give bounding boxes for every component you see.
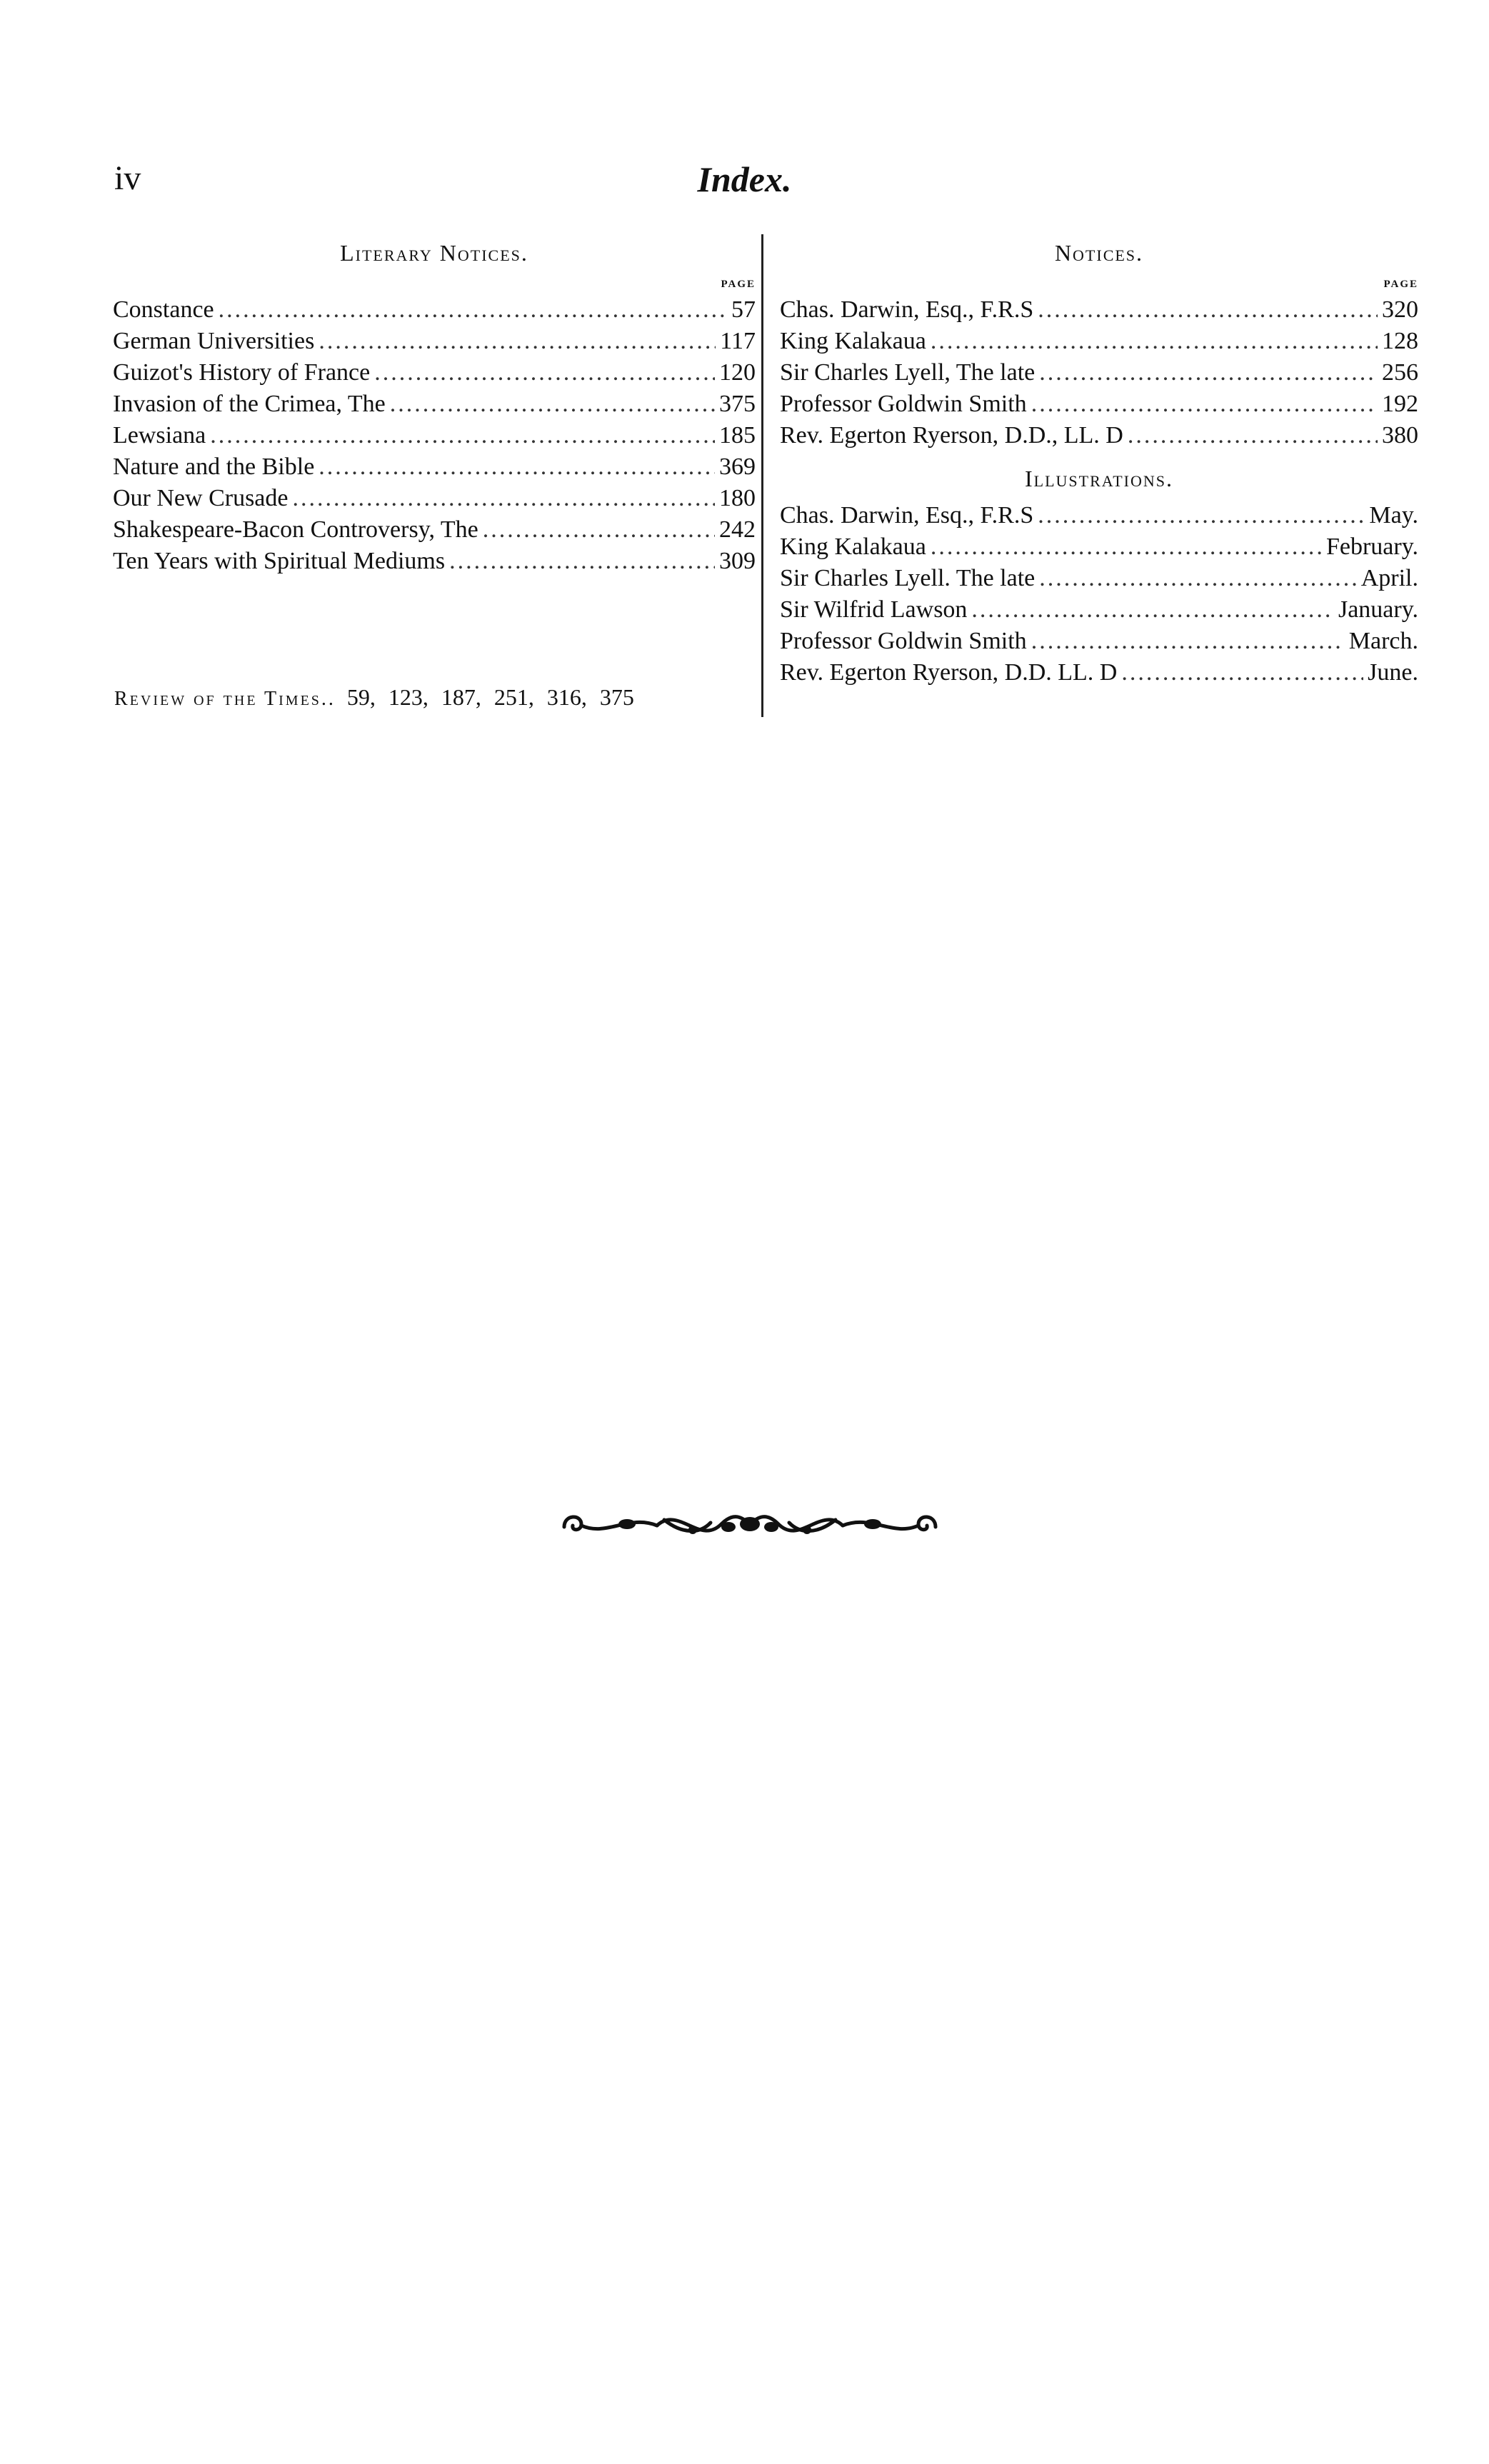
literary-notice-entry [113,546,756,577]
notice-entry-title: Professor Goldwin Smith [780,391,1027,417]
notices-page-label: page [1383,273,1418,291]
dot-leader [293,483,716,514]
literary-notice-entry-title: Guizot's History of France [113,359,371,386]
illustration-entry [780,500,1418,531]
notice-entry-page: 128 [1382,328,1418,354]
literary-notice-entry [113,514,756,546]
literary-notice-entry [113,420,756,451]
literary-notice-entry-page: 369 [719,454,756,480]
illustration-entry-month: March. [1348,628,1418,654]
illustration-entry-title: King Kalakaua [780,534,926,560]
illustration-entry-title: Professor Goldwin Smith [780,628,1027,654]
dot-leader [390,389,715,420]
illustration-entry-month: April. [1360,565,1418,591]
dot-leader [931,531,1322,563]
illustration-entry-title: Rev. Egerton Ryerson, D.D. LL. D [780,659,1118,686]
illustration-entry [780,657,1418,688]
notice-entry [780,357,1418,389]
dot-leader [1031,626,1345,657]
literary-notice-entry-title: Ten Years with Spiritual Mediums [113,548,446,574]
notice-entry-title: Rev. Egerton Ryerson, D.D., LL. D [780,422,1123,449]
illustration-entry [780,531,1418,563]
dot-leader [1038,294,1378,326]
literary-notice-entry-title: Shakespeare-Bacon Controversy, The [113,516,478,543]
dot-leader [483,514,715,546]
literary-notice-entry-title: Invasion of the Crimea, The [113,391,386,417]
literary-notice-entry-page: 120 [719,359,756,386]
literary-notice-entry-title: Constance [113,296,214,323]
illustration-entry-title: Chas. Darwin, Esq., F.R.S [780,502,1034,529]
notice-entry-page: 192 [1382,391,1418,417]
notice-entry [780,326,1418,357]
illustrations-list [780,500,1418,688]
literary-notices-page-label: page [721,273,756,291]
illustration-entry-month: May. [1369,502,1418,529]
literary-notices-list [113,294,756,577]
dot-leader [449,546,715,577]
notice-entry [780,294,1418,326]
illustration-entry-title: Sir Charles Lyell. The late [780,565,1036,591]
literary-notice-entry-page: 180 [719,485,756,511]
literary-notice-entry-title: Our New Crusade [113,485,289,511]
literary-notice-entry-title: German Universities [113,328,315,354]
notice-entry-title: Chas. Darwin, Esq., F.R.S [780,296,1034,323]
dot-leader [931,326,1378,357]
dot-leader [1038,500,1365,531]
column-divider [761,234,763,717]
dot-leader [319,326,716,357]
literary-notice-entry-page: 242 [719,516,756,543]
illustrations-heading: Illustrations. [1025,466,1173,491]
running-title: Index. [697,159,792,199]
literary-notice-entry [113,389,756,420]
dot-leader [1039,357,1378,389]
literary-notice-entry [113,326,756,357]
review-pages: 59, 123, 187, 251, 316, 375 [346,684,634,710]
literary-notice-entry-page: 117 [720,328,756,354]
illustration-entry [780,563,1418,594]
review-label: Review of the Times.. [114,688,336,710]
review-of-the-times [114,684,757,711]
literary-notice-entry [113,294,756,326]
dot-leader [210,420,715,451]
dot-leader [1031,389,1378,420]
literary-notice-entry-title: Nature and the Bible [113,454,315,480]
page-number: iv [114,159,141,197]
notices-heading: Notices. [1054,240,1144,266]
illustration-entry [780,626,1418,657]
literary-notice-entry [113,357,756,389]
dot-leader [219,294,727,326]
literary-notice-entry-page: 375 [719,391,756,417]
illustration-entry-month: June. [1368,659,1418,686]
notice-entry-title: King Kalakaua [780,328,926,354]
dot-leader [971,594,1334,626]
illustration-entry-month: February. [1325,534,1418,560]
notice-entry-page: 256 [1382,359,1418,386]
illustration-entry-month: January. [1338,596,1418,623]
dot-leader [319,451,715,483]
literary-notice-entry-page: 57 [731,296,756,323]
flourish-ornament-icon [557,1498,943,1552]
literary-notice-entry-page: 185 [719,422,756,449]
notice-entry-title: Sir Charles Lyell, The late [780,359,1036,386]
dot-leader [374,357,715,389]
notice-entry [780,420,1418,451]
illustration-entry [780,594,1418,626]
notice-entry [780,389,1418,420]
dot-leader [1039,563,1356,594]
literary-notice-entry-title: Lewsiana [113,422,206,449]
notice-entry-page: 380 [1382,422,1418,449]
notices-section [780,236,1418,688]
literary-notices-section [113,236,756,577]
dot-leader [1128,420,1378,451]
illustration-entry-title: Sir Wilfrid Lawson [780,596,968,623]
literary-notice-entry [113,483,756,514]
notices-list [780,294,1418,451]
dot-leader [1121,657,1363,688]
literary-notice-entry [113,451,756,483]
literary-notice-entry-page: 309 [719,548,756,574]
notice-entry-page: 320 [1382,296,1418,323]
literary-notices-heading: Literary Notices. [340,240,528,266]
